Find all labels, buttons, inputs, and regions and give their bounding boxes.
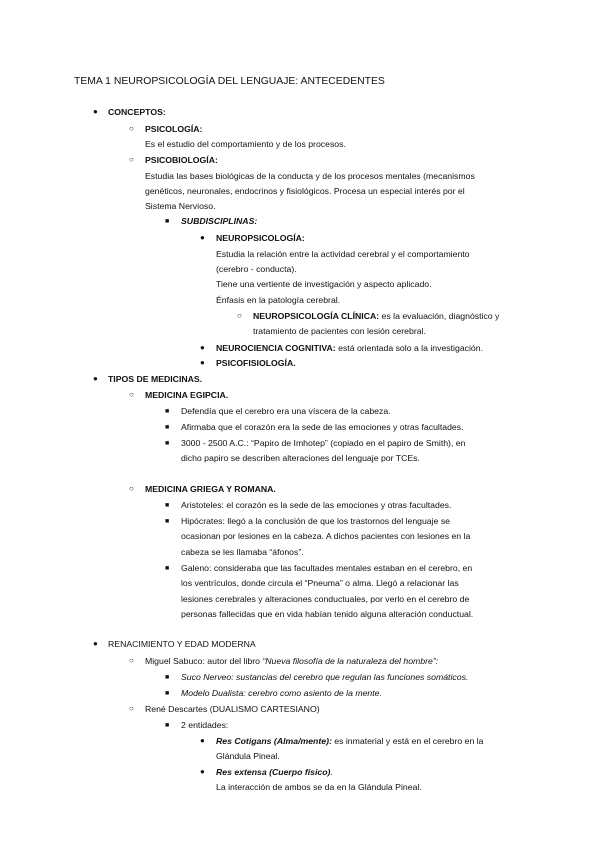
term-medicina-griega: MEDICINA GRIEGA Y ROMANA.	[145, 484, 276, 494]
bullet-square-icon	[165, 687, 169, 700]
text-neuropsicologia-clinica: es la evaluación, diagnóstico y	[379, 311, 500, 321]
definition-neuropsicologia-line: Tiene una vertiente de investigación y aspecto aplicado.	[216, 279, 432, 289]
bullet-square-icon	[165, 405, 169, 418]
list-item: 2 entidades:	[181, 720, 229, 730]
section-heading-renacimiento: RENACIMIENTO Y EDAD MODERNA	[108, 639, 256, 649]
definition-neuropsicologia-line: Estudia la relación entre la actividad cerebral y el comportamiento	[216, 249, 470, 259]
list-item: Defendía que el cerebro era una víscera de la cabeza.	[181, 406, 391, 416]
bullet-circle-icon	[129, 154, 134, 166]
list-item: Aristoteles: el corazón es la sede de las emociones y otras facultades.	[181, 500, 452, 510]
list-item-continuation: lesiones cerebrales y alteraciones conductuales, por verlo en el cerebro de	[181, 594, 470, 604]
subheading-subdisciplinas: SUBDISCIPLINAS:	[181, 216, 258, 226]
bullet-circle-icon	[129, 123, 134, 135]
item-res-extensa	[216, 766, 333, 778]
bullet-disc-icon	[93, 106, 98, 118]
list-item: Afirmaba que el corazón era la sede de las emociones y otras facultades.	[181, 422, 464, 432]
bullet-disc-icon	[200, 766, 205, 778]
term-res-extensa-punct: .	[330, 767, 333, 777]
bullet-square-icon	[165, 215, 169, 228]
list-item: Suco Nerveo: sustancias del cerebro que regulan las funciones somáticos.	[181, 672, 469, 682]
term-medicina-egipcia: MEDICINA EGIPCIA.	[145, 390, 229, 400]
text-neurociencia-cognitiva: está orientada solo a la investigación.	[335, 343, 484, 353]
bullet-circle-icon	[129, 703, 134, 715]
text-res-cogitans: es inmaterial y está en el cerebro en la	[331, 736, 484, 746]
bullet-square-icon	[165, 719, 169, 732]
document-title: TEMA 1 NEUROPSICOLOGÍA DEL LENGUAJE: ANTECEDENTES	[74, 76, 385, 87]
book-title: “Nueva filosofía de la naturaleza del hombre”:	[262, 656, 439, 666]
list-item-continuation: personas fallecidas que en vida habían tenido alguna alteración conductual.	[181, 609, 474, 619]
term-neuropsicologia: NEUROPSICOLOGÍA:	[216, 233, 305, 243]
term-psicologia: PSICOLOGÍA:	[145, 124, 203, 134]
bullet-square-icon	[165, 437, 169, 450]
term-neurociencia-cognitiva: NEUROCIENCIA COGNITIVA:	[216, 343, 336, 353]
list-item: 3000 - 2500 A.C.: “Papiro de Imhotep” (copiado en el papiro de Smith), en	[181, 438, 466, 448]
bullet-disc-icon	[200, 357, 205, 369]
text-res-cogitans-line2: Glándula Pineal.	[216, 751, 280, 761]
term-psicobiologia: PSICOBIOLOGÍA:	[145, 155, 218, 165]
text-neuropsicologia-clinica-line2: tratamiento de pacientes con lesión cerebral.	[253, 326, 426, 336]
definition-neuropsicologia-line: Énfasis en la patología cerebral.	[216, 295, 341, 305]
item-miguel-sabuco	[145, 655, 438, 667]
term-res-extensa: Res extensa (Cuerpo físico)	[216, 767, 331, 777]
term-res-cogitans: Res Cotigans (Alma/mente):	[216, 736, 332, 746]
text-res-extensa: La interacción de ambos se da en la Glándula Pineal.	[216, 782, 422, 792]
list-item: Hipócrates: llegó a la conclusión de que los trastornos del lenguaje se	[181, 516, 450, 526]
bullet-square-icon	[165, 421, 169, 434]
term-psicofisiologia: PSICOFISIOLOGÍA.	[216, 358, 296, 368]
section-heading-tipos: TIPOS DE MEDICINAS.	[108, 374, 203, 384]
item-rene-descartes: René Descartes (DUALISMO CARTESIANO)	[145, 704, 320, 714]
list-item-continuation: dicho papiro se describen alteraciones del lenguaje por TCEs.	[181, 453, 420, 463]
bullet-square-icon	[165, 515, 169, 528]
bullet-circle-icon	[129, 655, 134, 667]
bullet-disc-icon	[200, 342, 205, 354]
bullet-disc-icon	[200, 735, 205, 747]
definition-psicologia: Es el estudio del comportamiento y de los procesos.	[145, 139, 346, 149]
definition-neuropsicologia-line: (cerebro - conducta).	[216, 264, 297, 274]
list-item: Modelo Dualista: cerebro como asiento de la mente.	[181, 688, 382, 698]
definition-psicobiologia-line: Estudia las bases biológicas de la conducta y de los procesos mentales (mecanismos	[145, 171, 475, 181]
list-item-continuation: cabeza se les llamaba “áfonos”.	[181, 547, 304, 557]
list-item: Galeno: consideraba que las facultades mentales estaban en el cerebro, en	[181, 563, 473, 573]
item-res-cogitans	[216, 735, 484, 747]
bullet-circle-icon	[129, 389, 134, 401]
bullet-square-icon	[165, 499, 169, 512]
item-neuropsicologia-clinica	[253, 310, 499, 322]
section-heading-conceptos: CONCEPTOS:	[108, 107, 166, 117]
bullet-disc-icon	[200, 232, 205, 244]
list-item-continuation: los ventrículos, donde circula el “Pneuma” o alma. Llegó a relacionar las	[181, 578, 459, 588]
bullet-disc-icon	[93, 638, 98, 650]
bullet-square-icon	[165, 671, 169, 684]
definition-psicobiologia-line: genéticos, neuronales, endocrinos y fisiológicos. Procesa un especial interés por el	[145, 186, 465, 196]
bullet-square-icon	[165, 562, 169, 575]
term-neuropsicologia-clinica: NEUROPSICOLOGÍA CLÍNICA:	[253, 311, 380, 321]
item-neurociencia-cognitiva	[216, 342, 483, 354]
bullet-circle-icon	[129, 483, 134, 495]
list-item-continuation: ocasionan por lesiones en la cabeza. A dichos pacientes con lesiones en la	[181, 531, 471, 541]
definition-psicobiologia-line: Sistema Nervioso.	[145, 201, 216, 211]
bullet-disc-icon	[93, 373, 98, 385]
bullet-circle-icon	[237, 310, 242, 322]
text-sabuco-prefix: Miguel Sabuco: autor del libro	[145, 656, 263, 666]
